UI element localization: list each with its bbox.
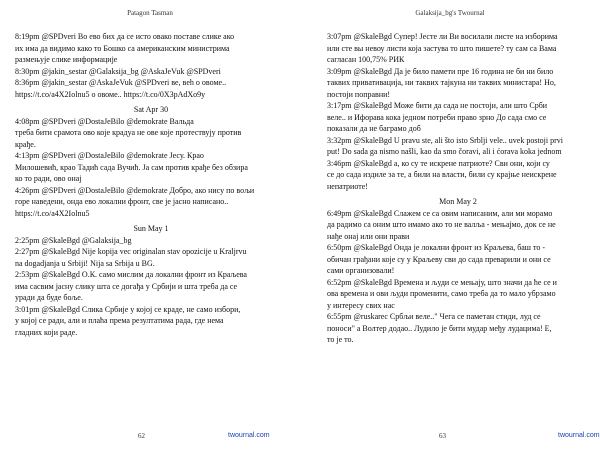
- text-line: обичан грађани које су у Краљеву сви до сада преварили и они се: [327, 254, 551, 264]
- text-line: крађе.: [15, 139, 36, 149]
- text-line: их има да видимо како то Бошко са американским министрима: [15, 43, 230, 53]
- text-line: 3:32pm @SkaleBgd U pravu ste, ali što isto Srblji vele.. uvek postoji prvi: [327, 135, 564, 145]
- text-line: у којој се ради, али и плаћа према резултатима рада, где нема: [15, 316, 224, 325]
- text-line: размењује слике информације: [15, 55, 118, 64]
- right-footer-link[interactable]: twournal.com: [558, 432, 600, 439]
- text-line: 2:25pm @SkaleBgd @Galaksija_bg: [15, 235, 132, 245]
- left-footer-link[interactable]: twournal.com: [228, 432, 270, 439]
- text-line: 3:07pm @SkaleBgd Супер! Јесте ли Ви восилали листе на изборима: [327, 32, 558, 41]
- right-running-head: Galaksija_bg's Twournal: [415, 9, 485, 17]
- text-line: веле.. и Ифорава кока једном потреби право зрно До сада смо се: [327, 112, 547, 122]
- text-line: горе наведени, онда ево локални фронт, све је јасно написано..: [15, 197, 229, 206]
- right-page-content: [327, 31, 589, 346]
- text-line: 6:50pm @SkaleBgd Онда је локални фронт из Краљева, баш то -: [327, 243, 546, 252]
- text-line: 4:26pm @SPDveri @DostaJeBilo @demokrate Добро, ако нису по вољи: [15, 185, 255, 195]
- text-line: ко то ради, ово онај: [15, 174, 82, 183]
- text-line: уради да буде боље.: [15, 293, 83, 302]
- text-line: се до сада издиле за те, а били на власти, били су крајње неискрене: [327, 170, 557, 179]
- text-line: 2:27pm @SkaleBgd Nije kopija vec originalan stav opozicije u Kraljrvu: [15, 247, 247, 256]
- text-line: у интересу свих нас: [327, 300, 395, 310]
- text-line: 8:30pm @jakin_sestar @Galaksija_bg @AskaJeVuk @SPDveri: [15, 66, 221, 76]
- text-line: треба бити срамота ово које крадуа не ове које протествују против: [15, 128, 242, 137]
- text-line: сагласан 100,75% РИК: [327, 55, 405, 64]
- text-line: непатриоте!: [327, 181, 368, 191]
- date-heading: Mon May 2: [439, 197, 477, 206]
- text-line: https://t.co/a4X2Iolnu5 о овоме.. https://t.co/0X3pAdXo9y: [15, 89, 206, 99]
- text-line: 3:09pm @SkaleBgd Да је било памети пре 16 година не би ни било: [327, 66, 554, 76]
- text-line: 4:08pm @SPDveri @DostaJeBilo @demokrate Вальда: [15, 116, 194, 126]
- text-line: показали да не баграмо доб: [327, 124, 421, 133]
- text-line: 3:46pm @SkaleBgd а, ко су те искрене патриоте? Сви они, који су: [327, 158, 550, 168]
- text-line: има сасвим јасну слику шта се догађа у Србији и шта треба да се: [15, 281, 238, 291]
- text-line: 6:52pm @SkaleBgd Времена и људи се мењају, што значи да ће се и: [327, 277, 557, 287]
- text-line: или сте вы невоу листи која застува то што пишете? ту сам са Вама: [327, 43, 557, 53]
- left-page-content: [15, 31, 287, 338]
- text-line: сами организовали!: [327, 266, 395, 275]
- text-line: нађе онај или они прави: [327, 231, 410, 241]
- text-line: na dogadjanja u Srbiji! Nija sa Srbija u BG.: [15, 258, 155, 268]
- right-page-number: 63: [439, 432, 446, 440]
- text-line: таквих привативација, ни таквих тајкуна ни таквих министара! Но,: [327, 78, 556, 87]
- left-page-number: 62: [138, 432, 145, 440]
- text-line: https://t.co/a4X2Iolnu5: [15, 208, 90, 218]
- left-running-head: Patagon Tasman: [127, 9, 173, 17]
- text-line: то је то.: [327, 335, 354, 344]
- right-page: [300, 0, 600, 450]
- text-line: 8:19pm @SPDveri Во ево бих да се исто овако поставе слике ако: [15, 32, 235, 41]
- text-line: put! Do sada ga nismo našli, kao da smo čoravi, ali i ćorava koka jednom: [327, 147, 562, 156]
- text-line: да радимо са оним што имамо ако то не валља - мењајмо, док се не: [327, 220, 556, 229]
- text-line: 6:49pm @SkaleBgd Слажем се са овим написаним, али ми морамо: [327, 208, 553, 218]
- text-line: 3:17pm @SkaleBgd Може бити да сада не постоји, али што Срби: [327, 101, 548, 110]
- text-line: постоји поправни!: [327, 89, 391, 99]
- text-line: поноси" а Волтер додао.. Лудило је бити мудар међу лудацима! Е,: [327, 323, 552, 333]
- text-line: 8:36pm @jakin_sestar @AskaJeVuk @SPDveri ве, вeh о овоме..: [15, 78, 227, 87]
- date-heading: Sun May 1: [133, 224, 169, 233]
- text-line: ова времена и ови људи променити, само треба да то мало убрзамо: [327, 289, 556, 298]
- text-line: 2:53pm @SkaleBgd О.К. само мислим да локални фронт из Краљева: [15, 270, 247, 279]
- text-line: 3:01pm @SkaleBgd Слика Србије у којој се краде, не само избори,: [15, 304, 241, 314]
- text-line: 6:55pm @ruskarec Србљи веле.." Чега се паметан стиди, луд се: [327, 312, 541, 321]
- text-line: 4:13pm @SPDveri @DostaJeBilo @demokrate Јесу. Крао: [15, 151, 204, 160]
- text-line: Милошевић, крао Тадић сада Вучић. Ја сам против крађе без обзира: [15, 162, 248, 172]
- date-heading: Sat Apr 30: [133, 105, 169, 114]
- text-line: гладних који раде.: [15, 327, 78, 337]
